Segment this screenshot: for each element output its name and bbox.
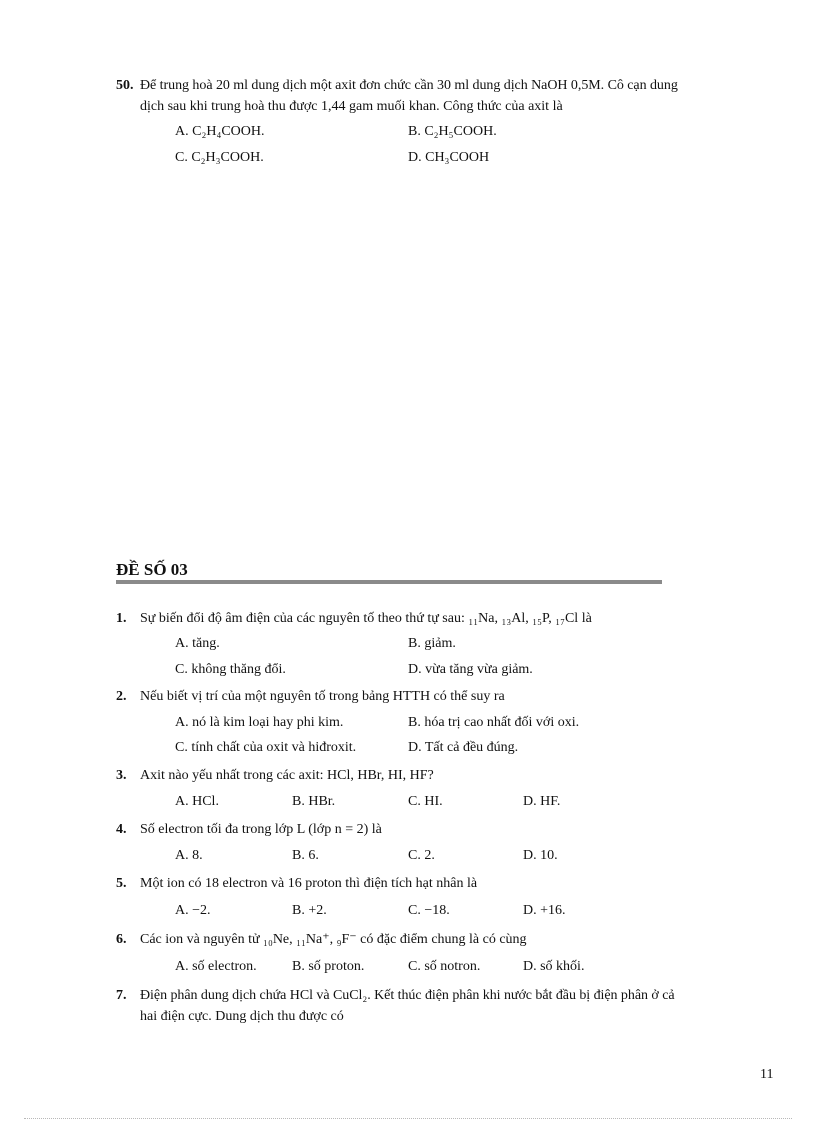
question-5-stem: Một ion có 18 electron và 16 proton thì điện tích hạt nhân là (140, 876, 478, 891)
question-6-option-c: C. số notron. (408, 959, 481, 974)
question-2-option-b: B. hóa trị cao nhất đối với oxi. (408, 715, 580, 730)
question-5-option-a: A. −2. (175, 903, 211, 918)
question-2-stem: Nếu biết vị trí của một nguyên tố trong bảng HTTH có thể suy ra (140, 689, 505, 704)
question-50-option-b: B. C₂H₅COOH. (408, 124, 497, 139)
question-1-number: 1. (116, 611, 127, 626)
question-50-option-c: C. C₂H₃COOH. (175, 150, 264, 165)
question-4-option-d: D. 10. (523, 848, 558, 863)
section-title: ĐỀ SỐ 03 (116, 560, 188, 579)
question-50-stem-line-2: dịch sau khi trung hoà thu được 1,44 gam muối khan. Công thức của axit là (140, 99, 563, 114)
question-50-stem-line-1: Để trung hoà 20 ml dung dịch một axit đơn chức cần 30 ml dung dịch NaOH 0,5M. Cô cạn dung (140, 78, 678, 93)
question-50-option-a: A. C₂H₄COOH. (175, 124, 265, 139)
question-4-option-c: C. 2. (408, 848, 435, 863)
question-6-option-d: D. số khối. (523, 959, 585, 974)
question-6-number: 6. (116, 932, 127, 947)
question-5-option-b: B. +2. (292, 903, 327, 918)
question-5-number: 5. (116, 876, 127, 891)
question-3-option-a: A. HCl. (175, 794, 219, 809)
question-4-number: 4. (116, 822, 127, 837)
question-5-option-c: C. −18. (408, 903, 450, 918)
question-3-stem: Axit nào yếu nhất trong các axit: HCl, HBr, HI, HF? (140, 768, 434, 783)
question-3-option-d: D. HF. (523, 794, 561, 809)
question-1-option-b: B. giảm. (408, 636, 456, 651)
question-1-option-c: C. không thăng đổi. (175, 662, 286, 677)
question-50-number: 50. (116, 78, 134, 93)
question-2-option-a: A. nó là kim loại hay phi kim. (175, 715, 344, 730)
question-4-stem: Số electron tối đa trong lớp L (lớp n = 2) là (140, 822, 382, 837)
question-1-option-d: D. vừa tăng vừa giảm. (408, 662, 533, 677)
question-2-option-d: D. Tất cả đều đúng. (408, 740, 519, 755)
question-7-stem-line-2: hai điện cực. Dung dịch thu được có (140, 1009, 344, 1024)
question-50-option-d: D. CH₃COOH (408, 150, 490, 165)
question-2-option-c: C. tính chất của oxit và hiđroxit. (175, 740, 357, 755)
question-6-option-a: A. số electron. (175, 959, 257, 974)
question-4-option-a: A. 8. (175, 848, 203, 863)
question-2-number: 2. (116, 689, 127, 704)
question-3-number: 3. (116, 768, 127, 783)
footer-divider (24, 1118, 792, 1119)
section-title-rule (116, 580, 662, 584)
question-1-stem: Sự biến đổi độ âm điện của các nguyên tố theo thứ tự sau: ₁₁Na, ₁₃Al, ₁₅P, ₁₇Cl là (140, 611, 592, 626)
question-3-option-c: C. HI. (408, 794, 443, 809)
question-4-option-b: B. 6. (292, 848, 319, 863)
question-6-option-b: B. số proton. (292, 959, 365, 974)
page-number: 11 (760, 1067, 774, 1082)
question-1-option-a: A. tăng. (175, 636, 220, 651)
question-3-option-b: B. HBr. (292, 794, 336, 809)
question-7-stem-line-1: Điện phân dung dịch chứa HCl và CuCl₂. Kết thúc điện phân khi nước bắt đầu bị điện phân ở cả (140, 988, 675, 1003)
question-5-option-d: D. +16. (523, 903, 566, 918)
question-6-stem: Các ion và nguyên tử ₁₀Ne, ₁₁Na⁺, ₉F⁻ có đặc điểm chung là có cùng (140, 932, 527, 947)
question-7-number: 7. (116, 988, 127, 1003)
